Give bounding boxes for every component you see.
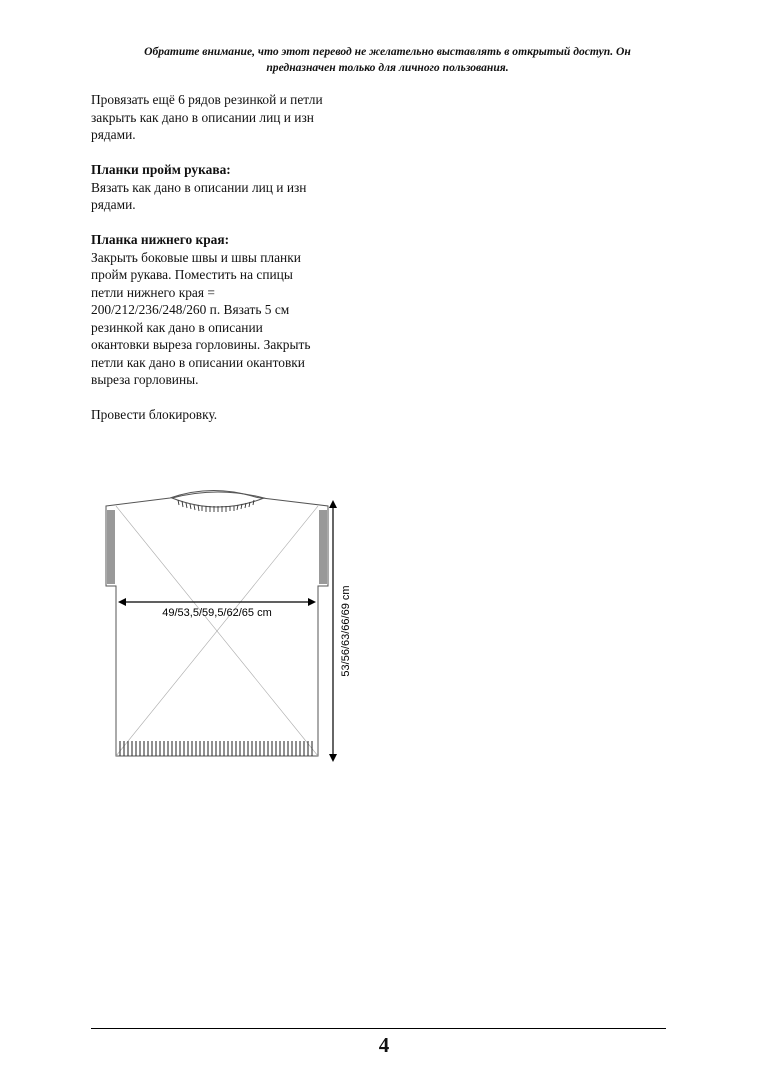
text-line: окантовки выреза горловины. Закрыть bbox=[91, 337, 311, 352]
text-line: резинкой как дано в описании bbox=[91, 319, 263, 335]
text-line: Вязать как дано в описании лиц и изн bbox=[91, 179, 307, 195]
section-armhole-bands bbox=[91, 161, 366, 214]
header-note-line-2: предназначен только для личного пользования. bbox=[266, 61, 509, 74]
footer-rule bbox=[91, 1028, 666, 1029]
body-text bbox=[91, 91, 366, 441]
text-line: пройм рукава. Поместить на спицы bbox=[91, 267, 293, 282]
garment-outline bbox=[106, 490, 328, 756]
page-number: 4 bbox=[378, 1033, 390, 1057]
header-note bbox=[100, 44, 675, 76]
text-line: петли как дано в описании окантовки bbox=[91, 354, 305, 370]
text-line: Закрыть боковые швы и швы планки bbox=[91, 249, 301, 265]
text-line: закрыть как дано в описании лиц и изн bbox=[91, 109, 314, 125]
height-label: 53/56/63/66/69 cm bbox=[340, 585, 352, 677]
height-measure-arrow bbox=[329, 500, 337, 762]
text-line: Провязать ещё 6 рядов резинкой и петли bbox=[91, 92, 323, 107]
text-line: петли нижнего края = bbox=[91, 284, 215, 300]
section-heading: Планка нижнего края: bbox=[91, 232, 230, 247]
section-bottom-band bbox=[91, 231, 366, 389]
text-line: рядами. bbox=[91, 197, 136, 212]
section-heading: Планки пройм рукава: bbox=[91, 162, 231, 177]
neckline-band bbox=[172, 492, 264, 507]
width-measure-arrow bbox=[118, 598, 316, 606]
header-note-line-1: Обратите внимание, что этот перевод не желательно выставлять в открытый доступ. Он bbox=[144, 45, 631, 58]
width-label: 49/53,5/59,5/62/65 cm bbox=[162, 607, 272, 619]
text-line: выреза горловины. bbox=[91, 372, 199, 387]
text-line: 200/212/236/248/260 п. Вязать 5 см bbox=[91, 302, 290, 317]
text-line: рядами. bbox=[91, 127, 136, 142]
paragraph-bind-off bbox=[91, 91, 366, 144]
text-line: Провести блокировку. bbox=[91, 407, 218, 422]
paragraph-blocking bbox=[91, 406, 366, 424]
garment-schematic bbox=[100, 486, 360, 766]
